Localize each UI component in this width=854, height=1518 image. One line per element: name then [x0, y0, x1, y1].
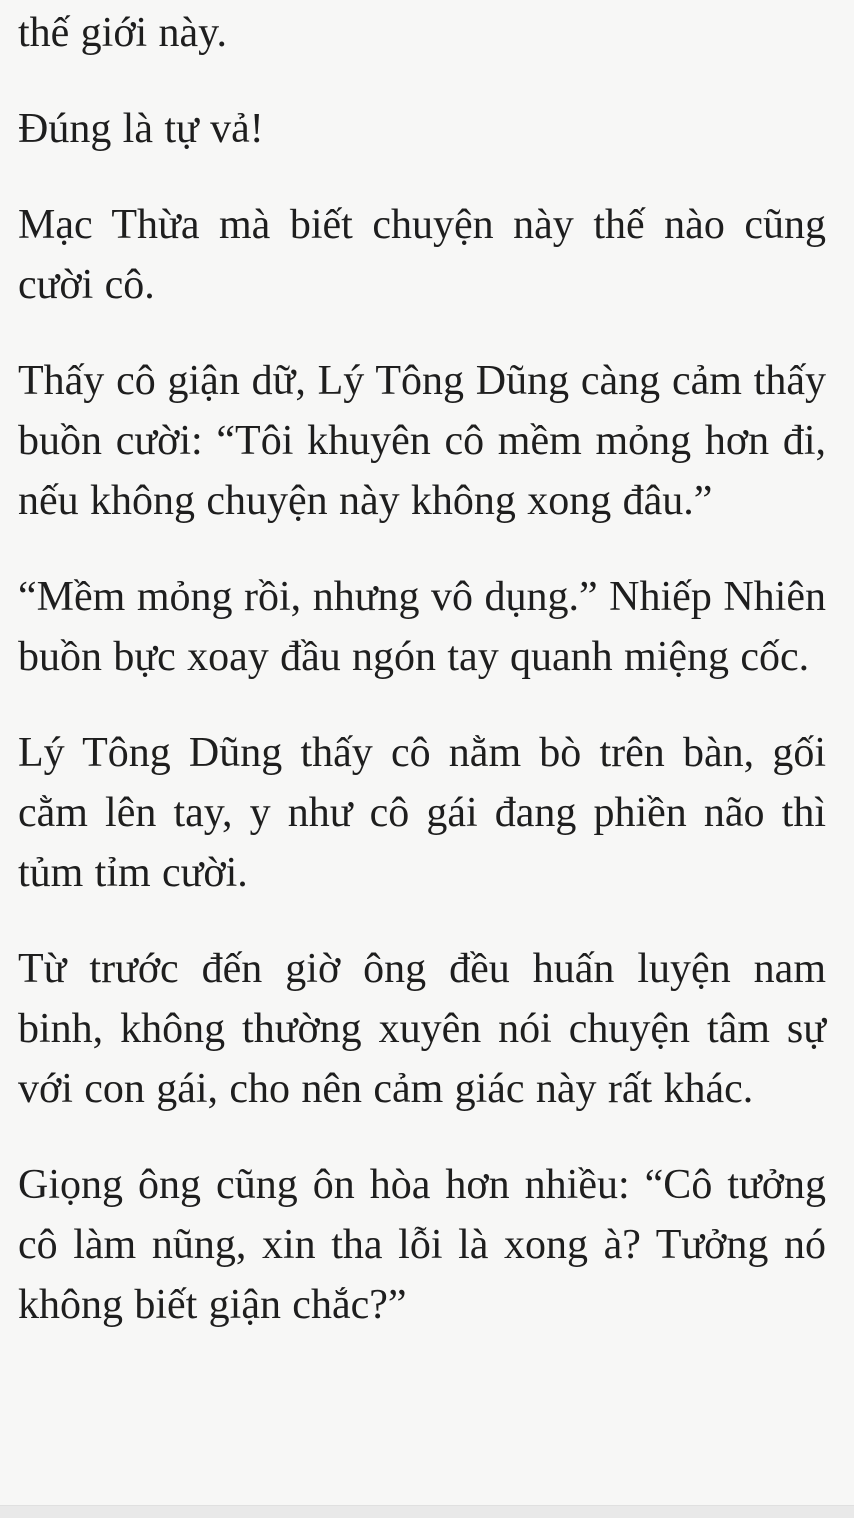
paragraph: Giọng ông cũng ôn hòa hơn nhiều: “Cô tưởng cô làm nũng, xin tha lỗi là xong à? Tưởng nó không biết giận chắc?” [18, 1162, 826, 1328]
paragraph: Mạc Thừa mà biết chuyện này thế nào cũng cười cô. [18, 202, 826, 308]
paragraph: Lý Tông Dũng thấy cô nằm bò trên bàn, gối cằm lên tay, y như cô gái đang phiền não thì tủm tỉm cười. [18, 730, 826, 896]
paragraph: Từ trước đến giờ ông đều huấn luyện nam binh, không thường xuyên nói chuyện tâm sự với con gái, cho nên cảm giác này rất khác. [18, 946, 826, 1112]
paragraph: “Mềm mỏng rồi, nhưng vô dụng.” Nhiếp Nhiên buồn bực xoay đầu ngón tay quanh miệng cốc. [18, 574, 826, 680]
paragraph: Đúng là tự vả! [18, 106, 264, 152]
paragraph: thế giới này. [18, 10, 227, 56]
paragraph: Thấy cô giận dữ, Lý Tông Dũng càng cảm thấy buồn cười: “Tôi khuyên cô mềm mỏng hơn đi, nếu không chuyện này không xong đâu.” [18, 358, 826, 524]
bottom-toolbar-edge [0, 1505, 854, 1518]
